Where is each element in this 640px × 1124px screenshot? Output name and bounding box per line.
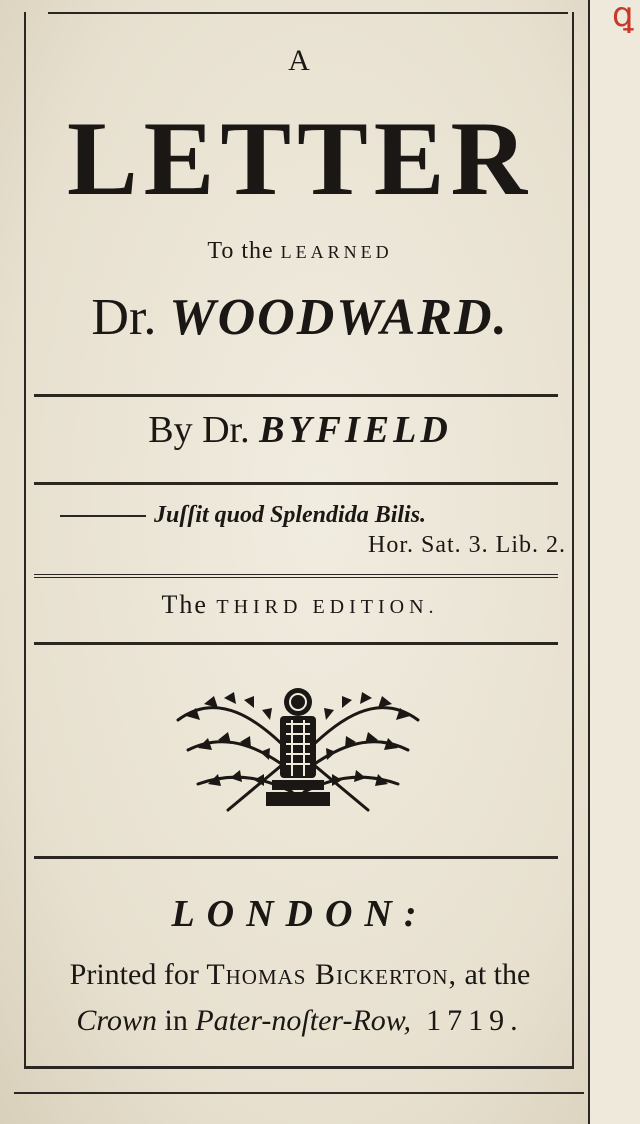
epigraph-text: Juſſit quod Splendida Bilis. <box>154 502 427 528</box>
author-prefix: By Dr. <box>148 409 260 451</box>
edition-prefix: The <box>161 590 217 619</box>
corner-ink-mark: ꝗ <box>612 0 634 35</box>
bottom-border-rule <box>14 1092 584 1094</box>
imprint-city: LONDON: <box>171 893 429 935</box>
vignette-ornament-icon <box>168 680 428 824</box>
dedication-smallcaps: LEARNED <box>280 242 393 262</box>
divider-rule-4 <box>34 642 558 645</box>
divider-rule-2 <box>34 482 558 485</box>
dedication-prefix: To the <box>207 238 281 264</box>
divider-rule-1 <box>34 394 558 397</box>
divider-rule-5 <box>34 856 558 859</box>
imprint-printed-suffix: at the <box>457 958 531 991</box>
divider-rule-3 <box>34 574 558 578</box>
imprint-printed-prefix: Printed for <box>69 958 207 991</box>
imprint-sign: Crown <box>76 1004 158 1037</box>
epigraph-dash <box>60 515 146 517</box>
edition-line <box>30 590 570 620</box>
imprint-street: Pater-noſter-Row, <box>195 1004 412 1037</box>
imprint-year: 1719. <box>426 1004 524 1037</box>
author-name: BYFIELD <box>259 409 452 451</box>
author-line <box>30 408 570 452</box>
edition-smallcaps: THIRD EDITION. <box>216 596 439 618</box>
epigraph-source: Hor. Sat. 3. Lib. 2. <box>368 532 566 558</box>
epigraph-latin <box>60 502 426 529</box>
title-article: A <box>288 44 312 77</box>
imprint-in: in <box>157 1004 196 1037</box>
title-headline: LETTER <box>66 100 534 217</box>
recipient-line <box>30 288 570 348</box>
imprint-printer-line <box>30 958 570 992</box>
dedication-line <box>30 238 570 265</box>
recipient-prefix: Dr. <box>91 289 170 346</box>
adjacent-page-edge <box>588 0 640 1124</box>
recipient-name: WOODWARD. <box>169 289 509 346</box>
imprint-printer-name: Thomas Bickerton, <box>206 958 458 991</box>
imprint-address-line <box>30 1004 570 1038</box>
